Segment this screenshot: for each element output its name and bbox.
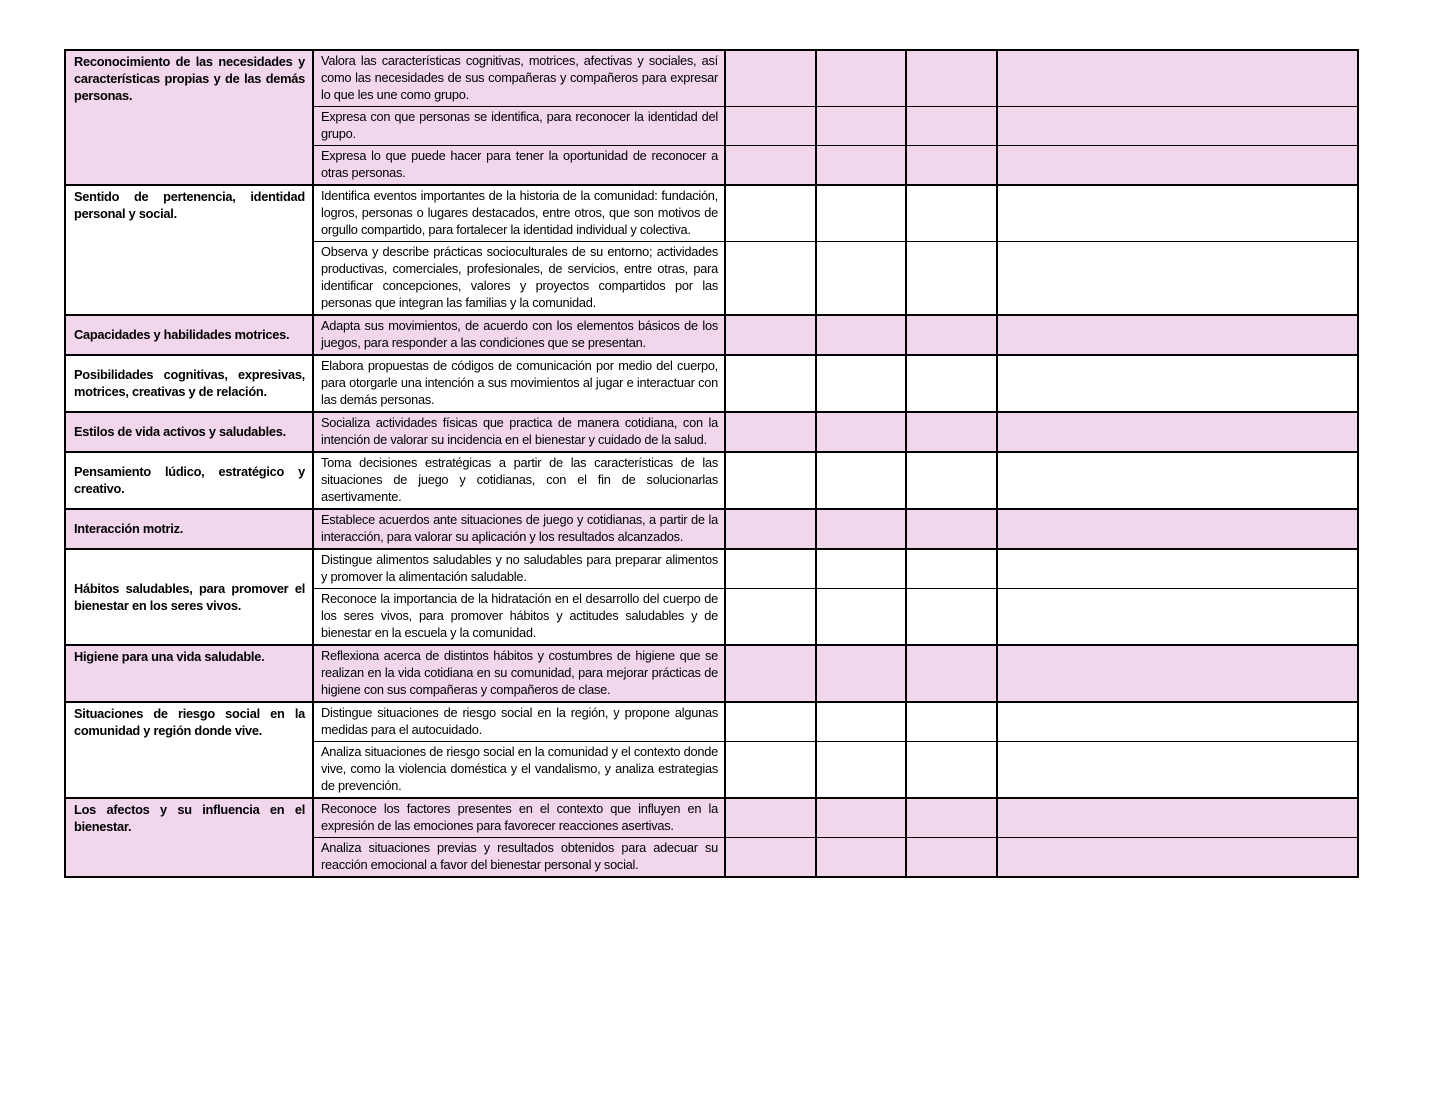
- empty-cell-4: [997, 185, 1358, 242]
- empty-cell-3: [906, 589, 997, 646]
- descriptor-cell: Establece acuerdos ante situaciones de juego y cotidianas, a partir de la interacción, para valorar su aplicación y los resultados alcanzados.: [313, 509, 725, 549]
- empty-cell-3: [906, 185, 997, 242]
- empty-cell-3: [906, 645, 997, 702]
- category-cell: Sentido de pertenencia, identidad personal y social.: [65, 185, 313, 315]
- empty-cell-3: [906, 315, 997, 355]
- category-cell: Higiene para una vida saludable.: [65, 645, 313, 702]
- empty-cell-3: [906, 838, 997, 878]
- empty-cell-4: [997, 412, 1358, 452]
- table-row: [65, 185, 1358, 242]
- empty-cell-1: [725, 702, 816, 742]
- empty-cell-1: [725, 107, 816, 146]
- empty-cell-2: [816, 645, 906, 702]
- category-cell: Hábitos saludables, para promover el bienestar en los seres vivos.: [65, 549, 313, 645]
- empty-cell-1: [725, 50, 816, 107]
- empty-cell-4: [997, 742, 1358, 799]
- empty-cell-3: [906, 798, 997, 838]
- descriptor-cell: Distingue alimentos saludables y no saludables para preparar alimentos y promover la alimentación saludable.: [313, 549, 725, 589]
- descriptor-cell: Reconoce la importancia de la hidratación en el desarrollo del cuerpo de los seres vivos, para promover hábitos y actitudes saludables y de bienestar en la escuela y la comunidad.: [313, 589, 725, 646]
- empty-cell-4: [997, 452, 1358, 509]
- category-cell: Reconocimiento de las necesidades y características propias y de las demás personas.: [65, 50, 313, 185]
- empty-cell-4: [997, 645, 1358, 702]
- descriptor-cell: Adapta sus movimientos, de acuerdo con los elementos básicos de los juegos, para responder a las condiciones que se presentan.: [313, 315, 725, 355]
- category-cell: Los afectos y su influencia en el bienestar.: [65, 798, 313, 877]
- descriptor-cell: Identifica eventos importantes de la historia de la comunidad: fundación, logros, personas o lugares destacados, entre otros, que son motivos de orgullo compartido, para fortalecer la identidad individual y colectiva.: [313, 185, 725, 242]
- category-cell: Interacción motriz.: [65, 509, 313, 549]
- empty-cell-3: [906, 549, 997, 589]
- table-row: [65, 645, 1358, 702]
- descriptor-cell: Reconoce los factores presentes en el contexto que influyen en la expresión de las emociones para favorecer reacciones asertivas.: [313, 798, 725, 838]
- empty-cell-4: [997, 702, 1358, 742]
- empty-cell-2: [816, 107, 906, 146]
- descriptor-cell: Distingue situaciones de riesgo social en la región, y propone algunas medidas para el autocuidado.: [313, 702, 725, 742]
- descriptor-cell: Valora las características cognitivas, motrices, afectivas y sociales, así como las necesidades de sus compañeras y compañeros para expresar lo que les une como grupo.: [313, 50, 725, 107]
- empty-cell-3: [906, 742, 997, 799]
- table-row: [65, 355, 1358, 412]
- empty-cell-2: [816, 242, 906, 316]
- empty-cell-3: [906, 107, 997, 146]
- empty-cell-4: [997, 838, 1358, 878]
- descriptor-cell: Socializa actividades físicas que practica de manera cotidiana, con la intención de valorar su incidencia en el bienestar y cuidado de la salud.: [313, 412, 725, 452]
- empty-cell-2: [816, 185, 906, 242]
- empty-cell-2: [816, 702, 906, 742]
- category-cell: Capacidades y habilidades motrices.: [65, 315, 313, 355]
- descriptor-cell: Reflexiona acerca de distintos hábitos y costumbres de higiene que se realizan en la vida cotidiana en su comunidad, para mejorar prácticas de higiene con sus compañeras y compañeros de clase.: [313, 645, 725, 702]
- empty-cell-3: [906, 452, 997, 509]
- empty-cell-3: [906, 412, 997, 452]
- empty-cell-1: [725, 509, 816, 549]
- empty-cell-1: [725, 645, 816, 702]
- empty-cell-4: [997, 146, 1358, 186]
- category-cell: Situaciones de riesgo social en la comunidad y región donde vive.: [65, 702, 313, 798]
- category-cell: Pensamiento lúdico, estratégico y creativo.: [65, 452, 313, 509]
- empty-cell-1: [725, 798, 816, 838]
- empty-cell-4: [997, 315, 1358, 355]
- empty-cell-3: [906, 242, 997, 316]
- empty-cell-2: [816, 50, 906, 107]
- empty-cell-2: [816, 355, 906, 412]
- empty-cell-2: [816, 549, 906, 589]
- empty-cell-3: [906, 509, 997, 549]
- empty-cell-4: [997, 50, 1358, 107]
- empty-cell-2: [816, 146, 906, 186]
- curriculum-table: [64, 49, 1359, 878]
- empty-cell-4: [997, 242, 1358, 316]
- table-row: [65, 452, 1358, 509]
- empty-cell-3: [906, 355, 997, 412]
- empty-cell-4: [997, 589, 1358, 646]
- table-row: [65, 549, 1358, 589]
- descriptor-cell: Observa y describe prácticas socioculturales de su entorno; actividades productivas, comerciales, profesionales, de servicios, entre otras, para identificar concepciones, valores y proyectos compartidos por las personas que integran las familias y la comunidad.: [313, 242, 725, 316]
- empty-cell-2: [816, 838, 906, 878]
- empty-cell-1: [725, 185, 816, 242]
- descriptor-cell: Expresa lo que puede hacer para tener la oportunidad de reconocer a otras personas.: [313, 146, 725, 186]
- empty-cell-1: [725, 742, 816, 799]
- empty-cell-1: [725, 355, 816, 412]
- category-cell: Posibilidades cognitivas, expresivas, motrices, creativas y de relación.: [65, 355, 313, 412]
- empty-cell-2: [816, 315, 906, 355]
- table-row: [65, 798, 1358, 838]
- empty-cell-2: [816, 412, 906, 452]
- table-row: [65, 702, 1358, 742]
- empty-cell-4: [997, 549, 1358, 589]
- empty-cell-4: [997, 798, 1358, 838]
- empty-cell-4: [997, 509, 1358, 549]
- descriptor-cell: Expresa con que personas se identifica, para reconocer la identidad del grupo.: [313, 107, 725, 146]
- table-row: [65, 315, 1358, 355]
- empty-cell-3: [906, 702, 997, 742]
- descriptor-cell: Analiza situaciones previas y resultados obtenidos para adecuar su reacción emocional a favor del bienestar personal y social.: [313, 838, 725, 878]
- empty-cell-1: [725, 412, 816, 452]
- descriptor-cell: Elabora propuestas de códigos de comunicación por medio del cuerpo, para otorgarle una intención a sus movimientos al jugar e interactuar con las demás personas.: [313, 355, 725, 412]
- empty-cell-1: [725, 242, 816, 316]
- category-cell: Estilos de vida activos y saludables.: [65, 412, 313, 452]
- table-row: [65, 412, 1358, 452]
- empty-cell-1: [725, 315, 816, 355]
- empty-cell-3: [906, 50, 997, 107]
- descriptor-cell: Toma decisiones estratégicas a partir de las características de las situaciones de juego y cotidianas, con el fin de solucionarlas asertivamente.: [313, 452, 725, 509]
- empty-cell-2: [816, 742, 906, 799]
- empty-cell-4: [997, 107, 1358, 146]
- empty-cell-1: [725, 589, 816, 646]
- empty-cell-1: [725, 838, 816, 878]
- empty-cell-2: [816, 589, 906, 646]
- empty-cell-2: [816, 798, 906, 838]
- empty-cell-1: [725, 452, 816, 509]
- empty-cell-2: [816, 509, 906, 549]
- table-row: [65, 50, 1358, 107]
- descriptor-cell: Analiza situaciones de riesgo social en la comunidad y el contexto donde vive, como la violencia doméstica y el vandalismo, y analiza estrategias de prevención.: [313, 742, 725, 799]
- empty-cell-2: [816, 452, 906, 509]
- table-row: [65, 509, 1358, 549]
- empty-cell-1: [725, 549, 816, 589]
- curriculum-table-body: [65, 50, 1358, 877]
- empty-cell-4: [997, 355, 1358, 412]
- empty-cell-3: [906, 146, 997, 186]
- empty-cell-1: [725, 146, 816, 186]
